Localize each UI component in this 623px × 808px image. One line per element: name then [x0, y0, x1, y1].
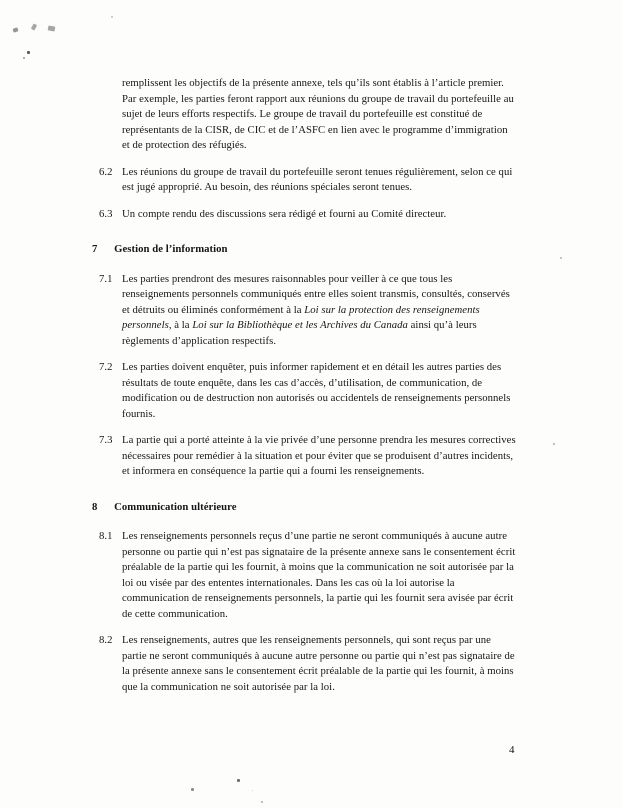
clause-number: 7.1: [99, 272, 113, 285]
scan-speck: [237, 779, 240, 782]
scan-speck: [191, 788, 194, 791]
clause-number: 6.2: [99, 165, 113, 178]
scan-speck: [553, 443, 555, 445]
clause-text-segment: ainsi qu’à leurs règlements d’application respectifs.: [122, 319, 477, 347]
clause-text: Les parties doivent enquêter, puis informer rapidement et en détail les autres parties des résultats de toute enquête, dans les cas d’accès, d’utilisation, de communication, de modification ou de destruction non autorisés ou accidentels de renseignements personnels fournis.: [122, 361, 511, 420]
scan-speck: [48, 25, 56, 31]
clause-text: Les renseignements, autres que les renseignements personnels, qui sont reçus par une partie ne seront communiqués à aucune autre personne ou partie qui n’est pas signataire de la présente annexe sans le consentement écrit préalable de la partie qui les fournit, à moins que la communication ne soit autorisée par la loi.: [122, 634, 515, 693]
scan-speck: [560, 257, 562, 259]
clause-number: 7.2: [99, 361, 113, 373]
clause-number: 6.3: [99, 207, 113, 220]
scan-speck: [252, 790, 253, 791]
law-title-italic: Loi sur la protection des renseignements personnels: [122, 303, 480, 331]
section-8-heading: [92, 500, 518, 516]
clause-number: 8.1: [99, 530, 113, 542]
clause-8-1: [92, 529, 518, 622]
clause-text-segment: Les parties prendront des mesures raisonnables pour veiller à ce que tous les renseignements personnels communiqués entre elles soient transmis, consultés, conservés et détruits ou éliminés conformément à la: [122, 272, 510, 316]
section-number: 8: [92, 500, 98, 513]
clause-text-segment: , à la: [168, 319, 193, 331]
clause-6-3: [92, 207, 518, 223]
clause-6-2: [92, 165, 518, 196]
section-number: 7: [92, 243, 98, 255]
section-title: Gestion de l’information: [114, 243, 228, 255]
clause-7-2: [92, 360, 518, 422]
clause-text: [122, 273, 510, 347]
scan-speck: [111, 16, 113, 18]
clause-text: Un compte rendu des discussions sera rédigé et fourni au Comité directeur.: [122, 207, 447, 220]
scan-speck: [27, 51, 30, 54]
clause-number: 7.3: [99, 434, 113, 446]
clause-7-3: [92, 433, 518, 480]
document-body: [92, 76, 518, 706]
clause-8-2: [92, 633, 518, 695]
scan-speck: [12, 27, 18, 32]
clause-text: Les renseignements personnels reçus d’une partie ne seront communiqués à aucune autre personne ou partie qui n’est pas signataire de la présente annexe sans le consentement écrit préalable de la partie qui les fournit, à moins que la communication ne soit autorisée par la loi ou visée par des ententes internationales. Dans les cas où la loi autorise la communication de renseignements personnels, la partie qui les fournit sera avisée par écrit de cette communication.: [122, 530, 516, 620]
page-number: 4: [509, 744, 515, 756]
scan-speck: [23, 57, 25, 59]
scan-speck: [31, 23, 37, 30]
law-title-italic: Loi sur la Bibliothèque et les Archives du Canada: [192, 319, 408, 331]
paragraph-continuation: remplissent les objectifs de la présente annexe, tels qu’ils sont établis à l’article premier. Par exemple, les parties feront rapport aux réunions du groupe de travail du portefeuille au sujet de leurs efforts respectifs. Le groupe de travail du portefeuille est constitué de représentants de la CISR, de CIC et de l’ASFC en lien avec le programme d’immigration et de protection des réfugiés.: [122, 77, 514, 151]
clause-text: La partie qui a porté atteinte à la vie privée d’une personne prendra les mesures correctives nécessaires pour remédier à la situation et pour éviter que se produisent d’autres incidents, et informera en conséquence la partie qui a fourni les renseignements.: [122, 434, 516, 477]
scan-speck: [261, 801, 263, 803]
clause-number: 8.2: [99, 634, 113, 646]
section-title: Communication ultérieure: [114, 500, 237, 513]
clause-7-1: [92, 272, 518, 350]
clause-text: Les réunions du groupe de travail du portefeuille seront tenues régulièrement, selon ce qui est jugé approprié. Au besoin, des réunions spéciales seront tenues.: [122, 165, 513, 193]
section-7-heading: [92, 242, 518, 258]
